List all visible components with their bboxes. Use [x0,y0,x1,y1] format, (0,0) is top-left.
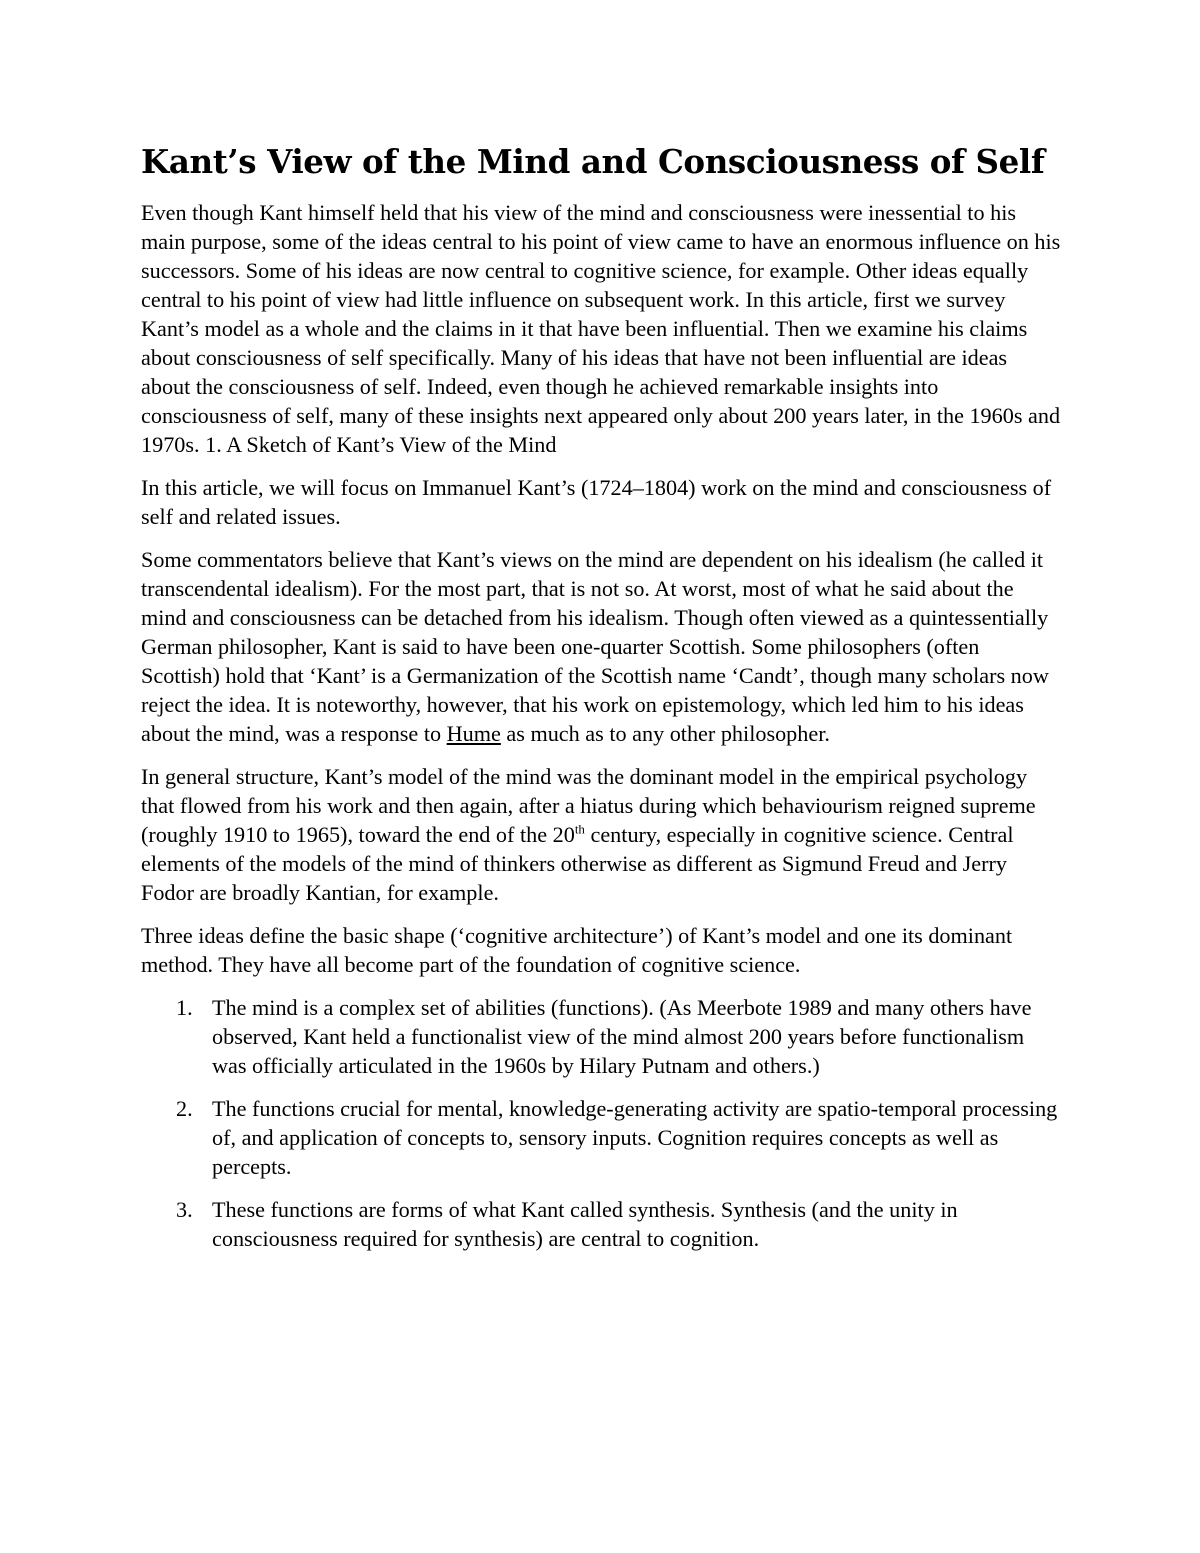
paragraph-intro: Even though Kant himself held that his view of the mind and consciousness were inessential to his main purpose, some of the ideas central to his point of view came to have an enormous influence on his successors. Some of his ideas are now central to cognitive science, for example. Other ideas equally central to his point of view had little influence on subsequent work. In this article, first we survey Kant’s model as a whole and the claims in it that have been influential. Then we examine his claims about consciousness of self specifically. Many of his ideas that have not been influential are ideas about the consciousness of self. Indeed, even though he achieved remarkable insights into consciousness of self, many of these insights next appeared only about 200 years later, in the 1960s and 1970s. 1. A Sketch of Kant’s View of the Mind [141,200,1061,457]
list-item-number: 3. [176,1197,193,1222]
ideas-list [141,993,1061,1253]
paragraph-structure-tail: century, especially in cognitive science. Central elements of the models of the mind of thinkers otherwise as different as Sigmund Freud and Jerry Fodor are broadly Kantian, for example. [141,822,1014,905]
paragraph-idealism-text: Some commentators believe that Kant’s views on the mind are dependent on his idealism (he called it transcendental idealism). For the most part, that is not so. At worst, most of what he said about the mind and consciousness can be detached from his idealism. Though often viewed as a quintessentially German philosopher, Kant is said to have been one-quarter Scottish. Some philosophers (often Scottish) hold that ‘Kant’ is a Germanization of the Scottish name ‘Candt’, though many scholars now reject the idea. It is noteworthy, however, that his work on epistemology, which led him to his ideas about the mind, was a response to [141,547,1049,746]
list-item [141,1094,1061,1181]
list-item-text: The mind is a complex set of abilities (functions). (As Meerbote 1989 and many others have observed, Kant held a functionalist view of the mind almost 200 years before functionalism was officially articulated in the 1960s by Hilary Putnam and others.) [212,995,1032,1078]
ordinal-superscript: th [574,821,585,837]
paragraph-three-ideas: Three ideas define the basic shape (‘cognitive architecture’) of Kant’s model and one its dominant method. They have all become part of the foundation of cognitive science. [141,923,1013,977]
paragraph-idealism [141,545,1061,748]
document-title: Kant’s View of the Mind and Consciousness of Self [141,142,1045,181]
hume-link[interactable]: Hume [446,721,501,746]
paragraph-idealism-tail: as much as to any other philosopher. [500,721,830,746]
paragraph-structure-text: In general structure, Kant’s model of the mind was the dominant model in the empirical psychology that flowed from his work and then again, after a hiatus during which behaviourism reigned supreme (roughly 1910 to 1965), toward the end of the 20 [141,764,1036,847]
list-item [141,993,1061,1080]
list-item-text: These functions are forms of what Kant called synthesis. Synthesis (and the unity in consciousness required for synthesis) are central to cognition. [212,1197,958,1251]
paragraph-structure [141,762,1061,907]
list-item-number: 1. [176,995,193,1020]
list-item [141,1195,1061,1253]
list-item-number: 2. [176,1096,193,1121]
list-item-text: The functions crucial for mental, knowledge-generating activity are spatio-temporal processing of, and application of concepts to, sensory inputs. Cognition requires concepts as well as percepts. [212,1096,1058,1179]
paragraph-focus: In this article, we will focus on Immanuel Kant’s (1724–1804) work on the mind and consciousness of self and related issues. [141,475,1052,529]
document-page [141,140,1061,1267]
